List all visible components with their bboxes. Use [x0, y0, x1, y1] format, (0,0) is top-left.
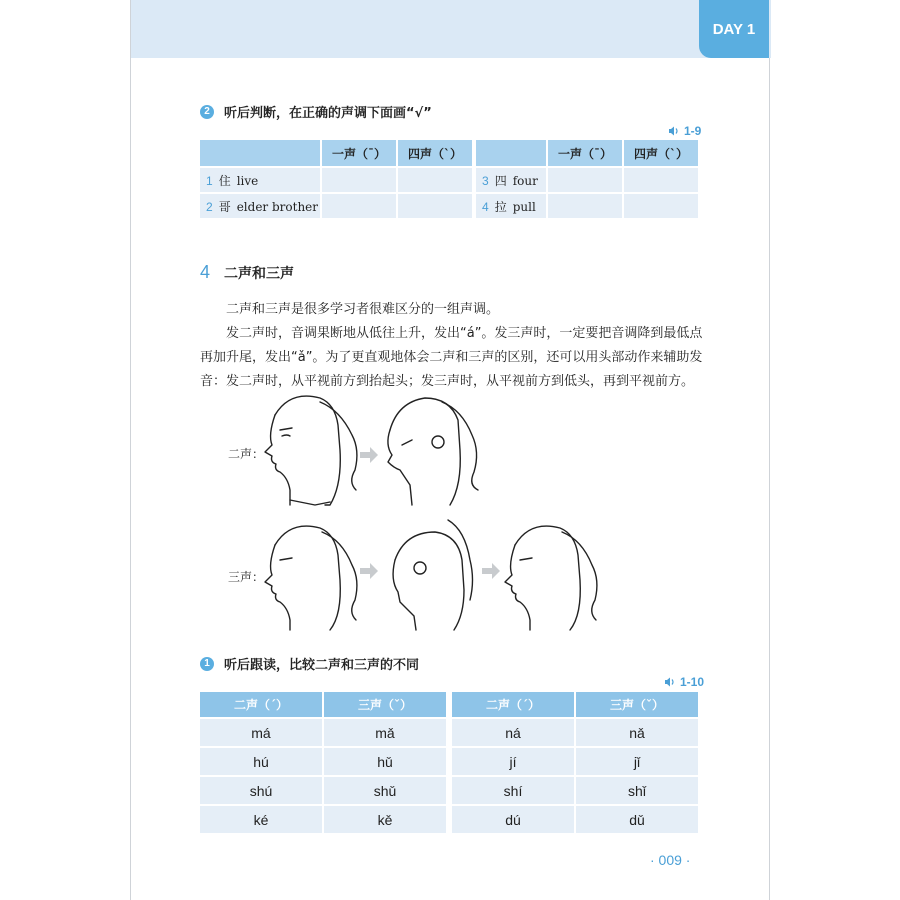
speaker-icon — [668, 125, 680, 137]
exercise2-table-right — [474, 138, 700, 220]
day-tag: DAY 1 — [699, 0, 769, 58]
table-row — [200, 748, 698, 775]
item-cell: 2 哥 elder brother — [200, 194, 320, 218]
head-movement-illustration — [260, 390, 620, 640]
answer-cell[interactable] — [548, 168, 622, 192]
paragraph-2: 发二声时，音调果断地从低往上升，发出“á”。发三声时，一定要把音调降到最低点再加升尾，发出“ǎ”。为了更直观地体会二声和三声的区别，还可以用头部动作来辅助发音：发二声时，从平视前方到抬起头；发三声时，从平视前方到低头，再到平视前方。 — [200, 326, 703, 389]
pinyin-cell: má — [200, 719, 322, 746]
paragraph-1: 二声和三声是很多学习者很难区分的一组声调。 — [226, 302, 500, 317]
table-row — [200, 806, 698, 833]
audio-ref-1-10[interactable] — [664, 675, 704, 689]
item-cell: 1 住 live — [200, 168, 320, 192]
pinyin-cell: ná — [452, 719, 574, 746]
exercise1-heading — [200, 654, 419, 673]
pinyin-cell: shǔ — [324, 777, 446, 804]
header-band — [131, 0, 771, 58]
section4-body — [200, 298, 705, 394]
pinyin-cell: kě — [324, 806, 446, 833]
item-cell: 4 拉 pull — [476, 194, 546, 218]
pinyin-cell: jí — [452, 748, 574, 775]
pinyin-cell: dú — [452, 806, 574, 833]
exercise1-number: 1 — [200, 657, 214, 671]
table-header-tone4: 四声（ˋ） — [398, 140, 472, 166]
audio-ref-label: 1-10 — [680, 675, 705, 689]
answer-cell[interactable] — [322, 168, 396, 192]
answer-cell[interactable] — [624, 168, 698, 192]
table-row — [476, 168, 698, 192]
table-header: 二声（ˊ） — [200, 692, 322, 717]
answer-cell[interactable] — [624, 194, 698, 218]
label-second-tone: 二声： — [228, 447, 265, 461]
page-number: · 009 · — [650, 852, 691, 868]
speaker-icon — [664, 676, 676, 688]
exercise1-table — [198, 690, 700, 835]
pinyin-cell: mǎ — [324, 719, 446, 746]
pinyin-cell: nǎ — [576, 719, 698, 746]
pinyin-cell: ké — [200, 806, 322, 833]
pinyin-cell: hǔ — [324, 748, 446, 775]
pinyin-cell: shí — [452, 777, 574, 804]
pinyin-cell: shú — [200, 777, 322, 804]
table-header-tone1: 一声（ˉ） — [322, 140, 396, 166]
table-header: 三声（ˇ） — [324, 692, 446, 717]
table-header-tone4: 四声（ˋ） — [624, 140, 698, 166]
table-header-empty — [200, 140, 320, 166]
exercise2-table-left — [198, 138, 474, 220]
exercise2-number: 2 — [200, 105, 214, 119]
table-row — [200, 777, 698, 804]
pinyin-cell: shǐ — [576, 777, 698, 804]
audio-ref-label: 1-9 — [684, 124, 702, 138]
label-third-tone: 三声： — [228, 570, 265, 584]
exercise1-title: 听后跟读，比较二声和三声的不同 — [224, 658, 420, 673]
head-lowered-icon — [393, 520, 472, 630]
answer-cell[interactable] — [398, 194, 472, 218]
section4-number: 4 — [200, 262, 211, 282]
answer-cell[interactable] — [398, 168, 472, 192]
head-level-icon — [505, 526, 597, 630]
arrow-icon — [360, 447, 500, 579]
table-row — [476, 194, 698, 218]
table-header: 二声（ˊ） — [452, 692, 574, 717]
head-level-icon — [265, 396, 357, 505]
pinyin-cell: jǐ — [576, 748, 698, 775]
exercise2-title: 听后判断，在正确的声调下面画“√” — [224, 106, 432, 121]
table-header: 三声（ˇ） — [576, 692, 698, 717]
pinyin-cell: hú — [200, 748, 322, 775]
section4-title — [200, 262, 294, 283]
head-level-icon — [265, 526, 357, 630]
table-header-tone1: 一声（ˉ） — [548, 140, 622, 166]
item-cell: 3 四 four — [476, 168, 546, 192]
table-header-empty — [476, 140, 546, 166]
pinyin-cell: dǔ — [576, 806, 698, 833]
section4-title-text: 二声和三声 — [224, 265, 295, 282]
head-raised-icon — [388, 398, 478, 505]
audio-ref-1-9[interactable] — [668, 124, 701, 138]
answer-cell[interactable] — [548, 194, 622, 218]
answer-cell[interactable] — [322, 194, 396, 218]
table-row — [200, 194, 472, 218]
exercise2-heading — [200, 102, 432, 121]
table-row — [200, 719, 698, 746]
table-row — [200, 168, 472, 192]
